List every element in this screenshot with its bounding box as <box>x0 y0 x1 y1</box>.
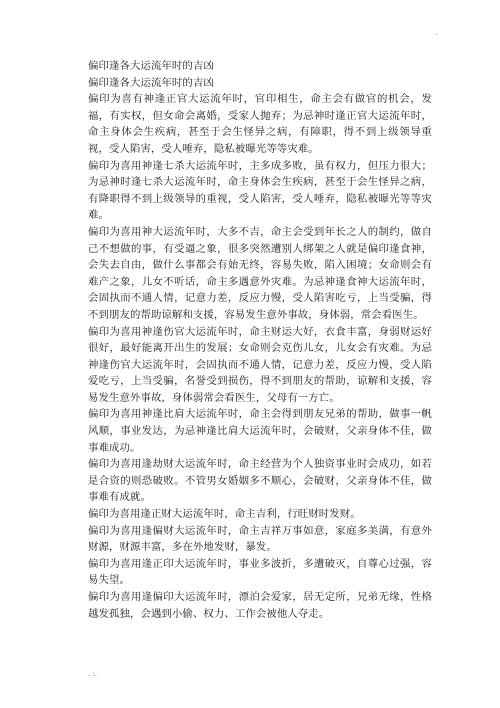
paragraph: 偏印为喜用神大运流年时，大多不吉，命主会受到年长之人的制约，做自己不想做的事，有受逼之象，很多突然遭别人绑架之人就是偏印逢食神，会失去自由，做什么事都会有始无终，容易失败，陷入困境；女命则会有难产之象，儿女不听话，命主多遇意外灾难。为忌神逢食神大运流年时，会固执而不通人情，记意力差，反应力慢，受人陷害吃亏，上当受骗，得不到朋友的帮助谅解和支援，容易发生意外事故，身体弱，常会看医生。 <box>88 225 432 321</box>
paragraph: 偏印为喜用神逢七杀大运流年时，主多成多败，虽有权力，但压力很大；为忌神时逢七杀大运流年时，命主身体会生疾病，甚至于会生怪异之病，有降职得不到上级领导的重视，受人陷害，受人唾弃，隐私被曝光等等灾难。 <box>88 159 432 222</box>
corner-mark: . <box>435 29 438 37</box>
paragraph: 偏印为喜用逢正印大运流年时，事业多波折，多遭破灭，自尊心过强，容易失望。 <box>88 557 432 587</box>
document-subtitle: 偏印逢各大运流年时的吉凶 <box>88 76 214 89</box>
paragraph: 偏印为喜用逢正财大运流年时，命主吉利，行旺财时发财。 <box>88 508 361 521</box>
paragraph: 偏印为喜用神逢比肩大运流年时，命主会得到朋友兄弟的帮助，做事一帆风顺，事业发达，为忌神逢比肩大运流年时，会破财，父亲身体不佳，做事难成功。 <box>88 408 432 454</box>
paragraph: 偏印为喜用神逢伤官大运流年时，命主财运大好，衣食丰富，身弱财运好很好，最好能离开出生的发展；女命则会克伤儿女，儿女会有灾难。为忌神逢伤官大运流年时，会固执而不通人情，记意力差，反应力慢，受人陷爱吃亏，上当受骗，名誉受到损伤，得不到朋友的帮助，谅解和支援，容易发生意外事故，身体弱常会看医生，父母有一方亡。 <box>88 325 432 404</box>
paragraph: 偏印为喜用逢偏印大运流年时，漂泊会爱家，居无定所，兄弟无缘，性格越发孤独，会遇到小偷、权力、工作会被他人夺走。 <box>88 591 432 620</box>
paragraph: 偏印为喜用逢劫财大运流年时，命主经营为个人独资事业时会成功，如若是合资的则恐破败。不管男女婚姻多不顺心，会破财，父亲身体不佳，做事难有成就。 <box>88 458 432 504</box>
paragraph: 偏印为喜用逢偏财大运流年时，命主吉祥万事如意，家庭多美满，有意外财源，财源丰富，多在外地发财，暴发。 <box>88 524 432 554</box>
paragraph: 偏印为喜有神逢正官大运流年时，官印相生，命主会有做官的机会，发福，有实权，但女命会离婚，受家人抛弃；为忌神时逢正官大运流年时，命主身体会生疾病，甚至于会生怪异之病，有障职，得不到上级领导重视，受人陷害，受人唾弃，隐私被曝光等等灾难。 <box>88 93 432 155</box>
document-body <box>88 58 432 622</box>
footer-mark: . :. <box>88 670 98 678</box>
document-title: 偏印逢各大运流年时的吉凶 <box>88 60 214 72</box>
